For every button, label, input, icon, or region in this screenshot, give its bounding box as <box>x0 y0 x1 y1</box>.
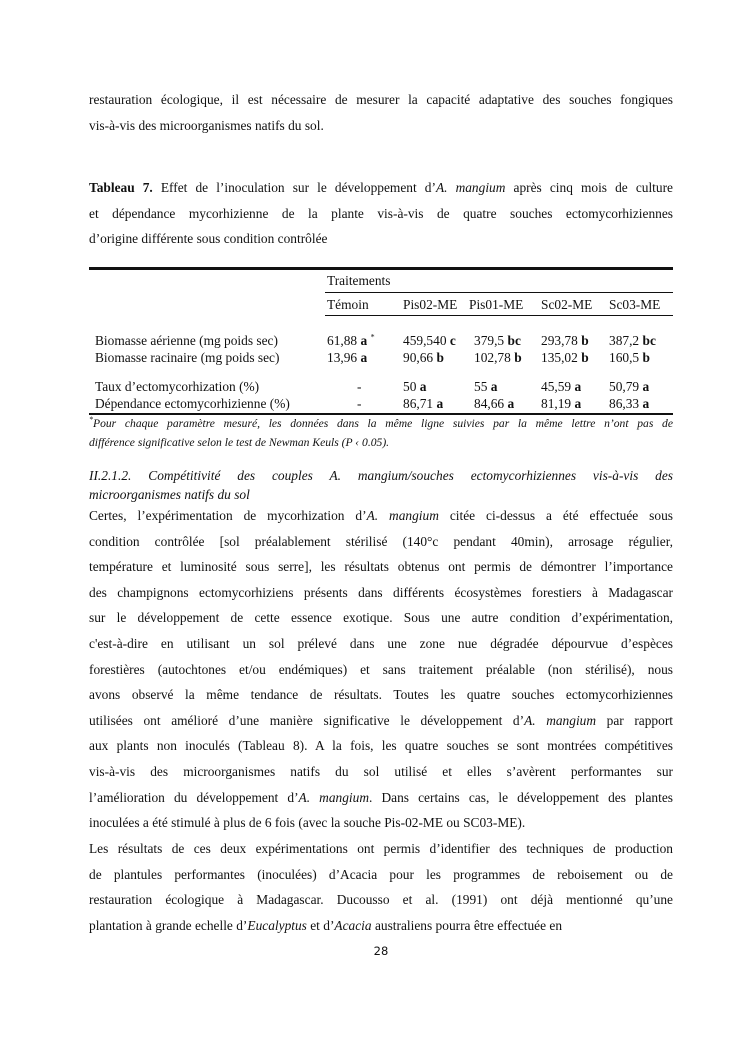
table-cell: 55 a <box>474 379 498 394</box>
p1-line: vis-à-vis des microorganismes natifs du sol utilisé et elles s’avèrent performantes sur <box>89 763 673 779</box>
row-label-biomasse-aerienne: Biomasse aérienne (mg poids sec) <box>95 333 278 348</box>
table-group-header: Traitements <box>327 273 391 288</box>
table-group-rule <box>325 292 673 293</box>
table-cell: 102,78 b <box>474 350 522 365</box>
table-header-rule <box>325 315 673 316</box>
p1-line: utilisées ont amélioré d’une manière significative le développement d’A. mangium par rapport <box>89 712 673 728</box>
column-header-sc03: Sc03-ME <box>609 297 661 312</box>
table-cell: 379,5 bc <box>474 333 521 348</box>
table-cell: 160,5 b <box>609 350 650 365</box>
table-cell: 90,66 b <box>403 350 444 365</box>
table-top-rule <box>89 267 673 270</box>
p2-line: Les résultats de ces deux expérimentations ont permis d’identifier des techniques de production <box>89 841 673 856</box>
caption-label: Tableau 7. <box>89 180 153 195</box>
caption-line-1 <box>89 175 673 201</box>
p2-line: restauration écologique à Madagascar. Ducousso et al. (1991) ont déjà mentionné qu’une <box>89 892 673 908</box>
p2-line: de plantules performantes (inoculées) d’Acacia pour les programmes de reboisement ou de <box>89 866 673 882</box>
table-cell: 61,88 a * <box>327 332 375 348</box>
p1-line: sur le développement de cette essence exotique. Sous une autre condition d’expérimentation, <box>89 610 673 626</box>
row-label-taux-ectomycorhization: Taux d’ectomycorhization (%) <box>95 379 260 394</box>
p1-line: Certes, l’expérimentation de mycorhization d’A. mangium citée ci-dessus a été effectuée sous <box>89 508 673 523</box>
table-cell: 84,66 a <box>474 396 515 411</box>
page-number: 28 <box>373 944 389 958</box>
caption-species: A. mangium <box>435 180 506 195</box>
p1-line: avons observé la même tendance de résultats. Toutes les quatre souches ectomycorhiziennes <box>89 687 673 703</box>
subheading-line-2: microorganismes natifs du sol <box>89 487 250 502</box>
table-cell: 459,540 c <box>403 333 456 348</box>
caption-text-post: après cinq mois de culture <box>513 180 673 195</box>
footnote-mark: * <box>89 415 93 425</box>
table-caption <box>89 175 673 252</box>
intro-paragraph <box>89 87 673 138</box>
table-cell: 86,33 a <box>609 396 650 411</box>
body-paragraph-1 <box>89 503 673 836</box>
table-cell: - <box>357 396 362 411</box>
table-cell: 45,59 a <box>541 379 582 394</box>
p2-line: plantation à grande echelle d’Eucalyptus et d’Acacia australiens pourra être effectuée en <box>89 917 563 933</box>
p1-line: des champignons ectomycorhiziens présents dans différents écosystèmes forestiers à Madagascar <box>89 584 673 600</box>
table-cell: 387,2 bc <box>609 333 656 348</box>
p1-line: l’amélioration du développement d’A. mangium. Dans certains cas, le développement des plantes <box>89 789 673 805</box>
table-cell: 86,71 a <box>403 396 444 411</box>
footnote-line-1: *Pour chaque paramètre mesuré, les données dans la même ligne suivies par la même lettre n’ont pas de <box>89 415 673 430</box>
footnote-line-2: différence significative selon le test de Newman Keuls (P ‹ 0.05). <box>89 436 390 449</box>
caption-line-2: et dépendance mycorhizienne de la plante vis-à-vis de quatre souches ectomycorhiziennes <box>89 205 673 221</box>
table-cell: 81,19 a <box>541 396 582 411</box>
section-subheading <box>89 466 673 504</box>
table-footnote <box>89 414 673 452</box>
row-label-biomasse-racinaire: Biomasse racinaire (mg poids sec) <box>95 350 280 365</box>
intro-line-1: restauration écologique, il est nécessaire de mesurer la capacité adaptative des souches fongiques <box>89 92 673 107</box>
p1-line: condition contrôlée [sol préalablement stérilisé (140°c pendant 40min), arrosage régulier, <box>89 533 673 549</box>
table-cell: 13,96 a <box>327 350 368 365</box>
caption-text-pre: Effet de l’inoculation sur le développement d’ <box>160 180 436 195</box>
table-cell: 293,78 b <box>541 333 589 348</box>
p1-line: inoculées a été stimulé à plus de 6 fois (avec la souche Pis-02-ME ou SC03-ME). <box>89 815 526 831</box>
p1-line: forestières (autochtones et/ou endémiques) et sans traitement préalable (non stérilisé), nous <box>89 661 673 677</box>
p1-line: c'est-à-dire en utilisant un sol prélevé dans une zone nue dégradée dépourvue d’espèces <box>89 635 673 651</box>
column-header-temoin: Témoin <box>327 297 369 312</box>
p1-line: aux plants non inoculés (Tableau 8). A la fois, les quatre souches se sont montrées compétitives <box>89 738 673 754</box>
body-paragraph-2 <box>89 836 673 938</box>
table-cell: 135,02 b <box>541 350 589 365</box>
column-header-pis01: Pis01-ME <box>469 297 524 312</box>
row-label-dependance-ectomycorhizienne: Dépendance ectomycorhizienne (%) <box>95 396 290 411</box>
table-cell: 50,79 a <box>609 379 650 394</box>
column-header-sc02: Sc02-ME <box>541 297 593 312</box>
column-header-pis02: Pis02-ME <box>403 297 458 312</box>
subheading-line-1: II.2.1.2. Compétitivité des couples A. mangium/souches ectomycorhiziennes vis-à-vis des <box>89 468 673 483</box>
table-cell: 50 a <box>403 379 427 394</box>
table-cell: - <box>357 379 362 394</box>
caption-line-3: d’origine différente sous condition contrôlée <box>89 231 328 247</box>
intro-line-2: vis-à-vis des microorganismes natifs du sol. <box>89 117 324 133</box>
p1-line: température et luminosité sous serre], les résultats obtenus ont permis de démontrer l’importance <box>89 559 673 575</box>
